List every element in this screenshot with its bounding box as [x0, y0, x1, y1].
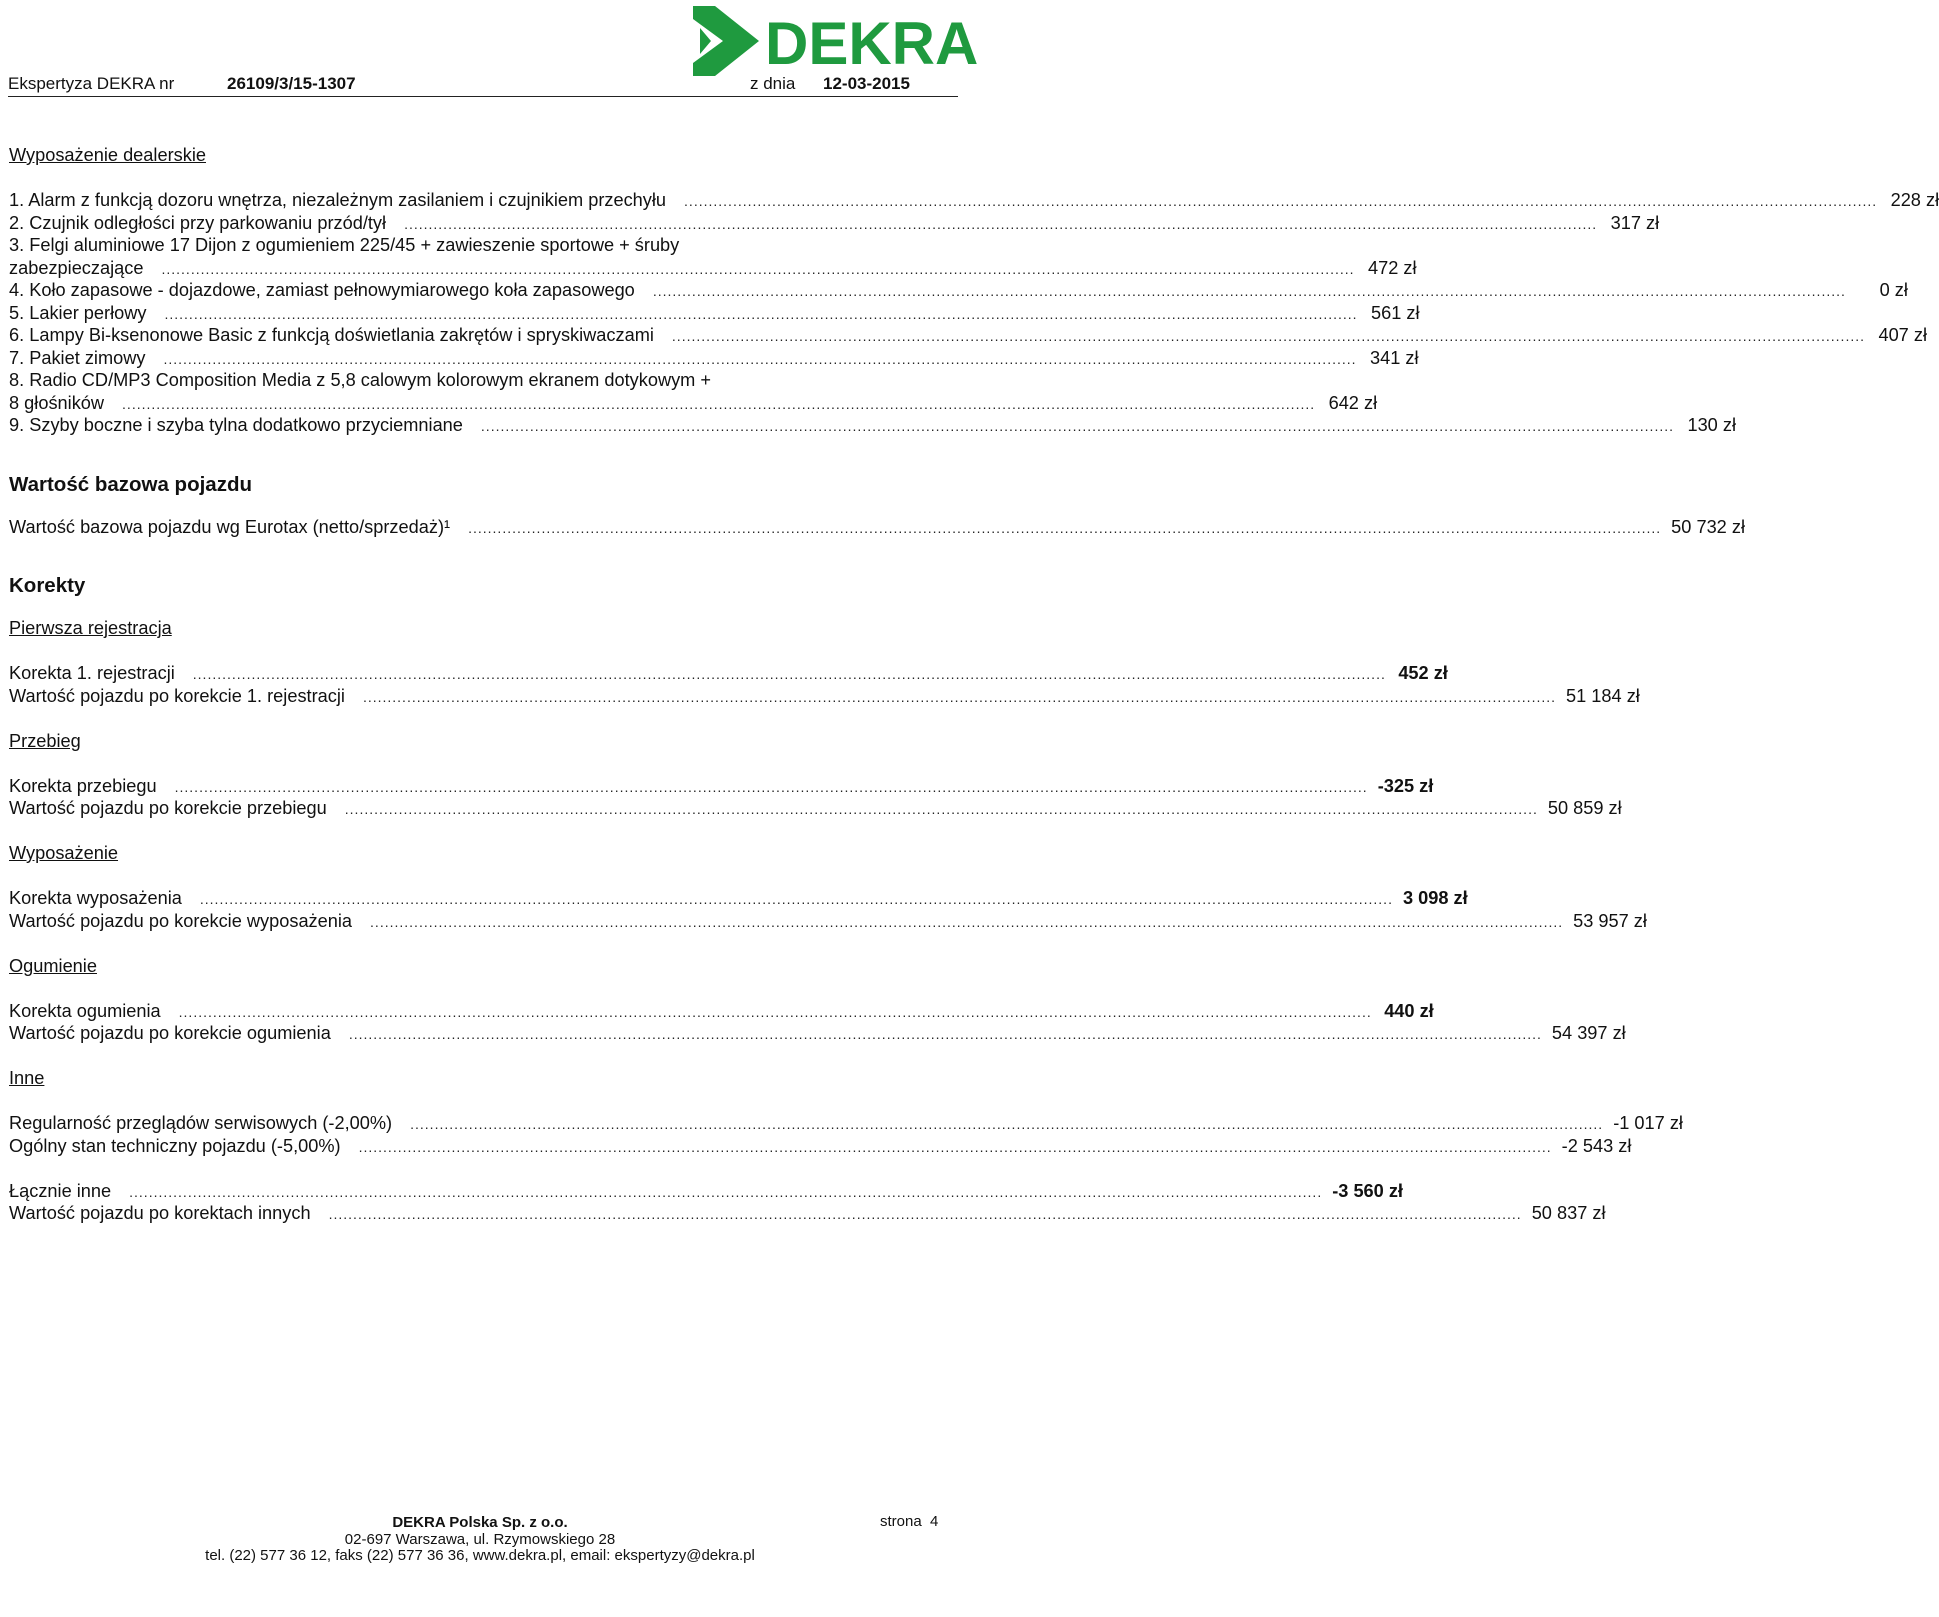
leader-dots: [481, 415, 1674, 438]
leader-dots: [179, 1001, 1372, 1024]
section-base-value-title: Wartość bazowa pojazdu: [9, 472, 252, 496]
after-label: Wartość pojazdu po korekcie 1. rejestracji: [9, 685, 345, 706]
after-value: 50 859 zł: [1547, 798, 1622, 818]
document-header: [8, 72, 958, 97]
after-value: 51 184 zł: [1566, 685, 1640, 706]
item-value: 642 zł: [1328, 392, 1378, 413]
leader-dots: [370, 911, 1563, 934]
leader-dots: [175, 776, 1368, 799]
leader-dots: [345, 798, 1538, 821]
leader-dots: [404, 213, 1597, 236]
leader-dots: [200, 888, 1393, 911]
item-value: 472 zł: [1368, 257, 1417, 278]
correction-label: Korekta 1. rejestracji: [9, 663, 175, 683]
item-value: 561 zł: [1371, 302, 1420, 323]
leader-dots: [161, 258, 1354, 281]
equipment-item: [9, 347, 1419, 370]
correction-value: 440 zł: [1384, 1000, 1434, 1021]
subsection-equipment-title: Wyposażenie: [9, 843, 119, 863]
dekra-logo: [693, 6, 979, 80]
after-value: 54 397 zł: [1551, 1023, 1626, 1043]
equipment-item: [9, 279, 1908, 302]
other-item-row: [9, 1112, 1683, 1135]
item-label-line1: 8. Radio CD/MP3 Composition Media z 5,8 calowym kolorowym ekranem dotykowym +: [9, 370, 711, 390]
item-label: 2. Czujnik odległości przy parkowaniu przód/tył: [9, 212, 387, 233]
value-after-correction-row: [9, 1202, 1606, 1225]
equipment-item: [9, 257, 1417, 280]
item-value: 341 zł: [1369, 347, 1419, 368]
equipment-item: [9, 189, 1939, 212]
leader-dots: [193, 663, 1386, 686]
item-value: 407 zł: [1878, 325, 1927, 345]
value-after-correction-row: [9, 797, 1622, 820]
logo-text: DEKRA: [765, 10, 979, 77]
footer-contact: tel. (22) 577 36 12, faks (22) 577 36 36, www.dekra.pl, email: ekspertyzy@dekra.pl: [205, 1547, 755, 1564]
value-after-correction-row: [9, 685, 1640, 708]
after-label: Wartość pojazdu po korekcie ogumienia: [9, 1023, 331, 1043]
correction-value: 3 098 zł: [1402, 888, 1468, 908]
footer-address: 02-697 Warszawa, ul. Rzymowskiego 28: [344, 1531, 616, 1548]
other-item-value: -2 543 zł: [1561, 1135, 1632, 1156]
other-total-row: [9, 1180, 1403, 1203]
page-label: strona: [880, 1513, 922, 1530]
leader-dots: [410, 1113, 1603, 1136]
leader-dots: [653, 280, 1846, 303]
equipment-item: [9, 392, 1378, 415]
subsection-other-title: Inne: [9, 1068, 45, 1088]
equipment-item: [9, 212, 1660, 235]
leader-dots: [122, 393, 1315, 416]
item-value: 130 zł: [1687, 415, 1736, 435]
equipment-item: [9, 302, 1420, 325]
value-after-correction-row: [9, 1022, 1626, 1045]
date-value: 12-03-2015: [823, 74, 910, 93]
leader-dots: [684, 190, 1877, 213]
item-value: 317 zł: [1610, 212, 1660, 233]
correction-label: Korekta przebiegu: [9, 775, 157, 796]
document-body: [9, 144, 1939, 1225]
correction-label: Korekta ogumienia: [9, 1000, 161, 1021]
other-item-row: [9, 1135, 1632, 1158]
other-item-label: Regularność przeglądów serwisowych (-2,00%): [9, 1113, 393, 1133]
expertise-label: Ekspertyza DEKRA nr: [8, 74, 175, 93]
leader-dots: [359, 1136, 1552, 1159]
base-value-amount: 50 732 zł: [1671, 516, 1745, 537]
value-after-correction-row: [9, 910, 1647, 933]
correction-row: [9, 775, 1434, 798]
base-value-row: [9, 516, 1745, 539]
item-label-line1: 3. Felgi aluminiowe 17 Dijon z ogumieniem 225/45 + zawieszenie sportowe + śruby: [9, 235, 680, 255]
leader-dots: [349, 1023, 1542, 1046]
after-label: Wartość pojazdu po korekcie przebiegu: [9, 798, 327, 818]
equipment-item: [9, 324, 1927, 347]
leader-dots: [164, 303, 1357, 326]
correction-row: [9, 887, 1468, 910]
leader-dots: [468, 517, 1661, 540]
correction-row: [9, 1000, 1434, 1023]
item-label: 8 głośników: [9, 392, 105, 413]
item-label: 4. Koło zapasowe - dojazdowe, zamiast pełnowymiarowego koła zapasowego: [9, 280, 635, 300]
item-label: 1. Alarm z funkcją dozoru wnętrza, niezależnym zasilaniem i czujnikiem przechyłu: [9, 190, 667, 210]
after-value: 53 957 zł: [1573, 910, 1647, 931]
subsection-tyres-title: Ogumienie: [9, 955, 97, 976]
page-number-value: 4: [930, 1513, 939, 1530]
other-item-label: Ogólny stan techniczny pojazdu (-5,00%): [9, 1135, 341, 1156]
after-value: 50 837 zł: [1531, 1203, 1606, 1223]
item-label: 6. Lampy Bi-ksenonowe Basic z funkcją doświetlania zakrętów i spryskiwaczami: [9, 325, 654, 345]
dekra-chevron-icon: [693, 6, 979, 80]
other-total-value: -3 560 zł: [1332, 1180, 1403, 1201]
footer-company: DEKRA Polska Sp. z o.o.: [392, 1514, 568, 1531]
item-label: 7. Pakiet zimowy: [9, 347, 146, 368]
item-label: 5. Lakier perłowy: [9, 302, 147, 323]
correction-row: [9, 662, 1448, 685]
subsection-mileage-title: Przebieg: [9, 730, 81, 751]
item-value: 228 zł: [1890, 190, 1939, 210]
leader-dots: [363, 686, 1556, 709]
leader-dots: [329, 1203, 1522, 1226]
leader-dots: [672, 325, 1865, 348]
other-total-label: Łącznie inne: [9, 1180, 112, 1201]
other-item-value: -1 017 zł: [1613, 1113, 1683, 1133]
expertise-number: 26109/3/15-1307: [227, 74, 356, 93]
after-label: Wartość pojazdu po korekcie wyposażenia: [9, 910, 353, 931]
correction-value: 452 zł: [1398, 663, 1448, 683]
section-dealer-equipment-title: Wyposażenie dealerskie: [9, 145, 206, 165]
date-label: z dnia: [750, 74, 796, 93]
base-value-label: Wartość bazowa pojazdu wg Eurotax (netto/sprzedaż)¹: [9, 516, 451, 537]
after-label: Wartość pojazdu po korektach innych: [9, 1203, 311, 1223]
leader-dots: [163, 348, 1356, 371]
subsection-first-registration-title: Pierwsza rejestracja: [9, 618, 172, 638]
item-value: 0 zł: [1879, 280, 1908, 300]
leader-dots: [129, 1181, 1322, 1204]
correction-value: -325 zł: [1377, 775, 1434, 796]
correction-label: Korekta wyposażenia: [9, 888, 182, 908]
section-corrections-title: Korekty: [9, 574, 86, 597]
equipment-item: [9, 414, 1736, 437]
item-label: 9. Szyby boczne i szyba tylna dodatkowo przyciemniane: [9, 415, 463, 435]
item-label: zabezpieczające: [9, 257, 144, 278]
